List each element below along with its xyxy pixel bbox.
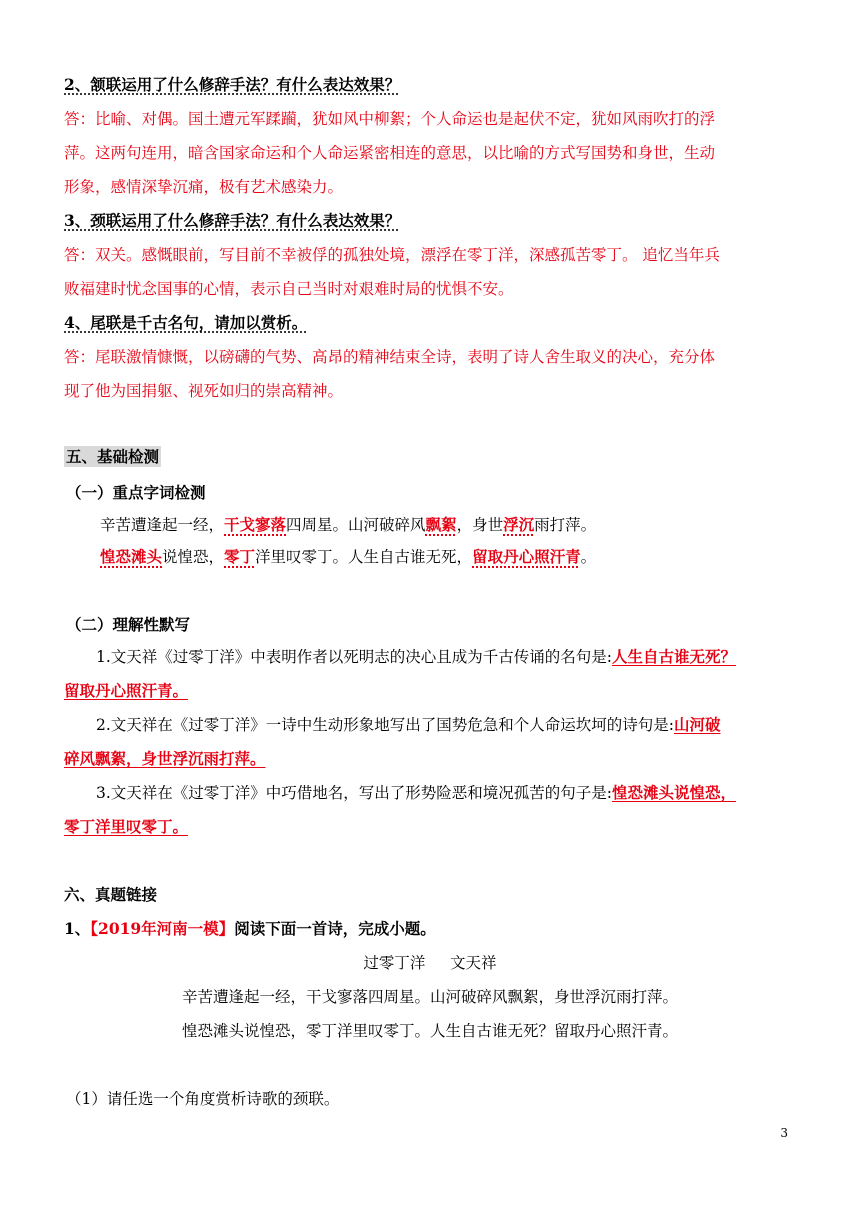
section5-sub2: （二）理解性默写 — [66, 615, 191, 634]
q4-question — [64, 312, 808, 334]
item2-answer: 山河破 — [674, 715, 721, 734]
q2-answer-line-2: 萍。这两句连用，暗含国家命运和个人命运紧密相连的意思，以比喻的方式写国势和身世，生动 — [64, 144, 716, 162]
item1-question — [96, 646, 808, 668]
keyword-highlight: 零丁 — [224, 547, 256, 566]
poem-title: 过零丁洋 文天祥 — [363, 954, 497, 972]
keyword-poem-line-1 — [100, 514, 808, 536]
item3-answer-cont — [64, 816, 808, 838]
item2-answer-part2: 碎风飘絮，身世浮沉雨打萍。 — [64, 749, 266, 768]
text-segment: 雨打萍。 — [534, 516, 597, 534]
q2-answer-line-1: 答：比喻、对偶。国土遭元军蹂躏，犹如风中柳絮；个人命运也是起伏不定，犹如风雨吹打的浮 — [64, 110, 716, 128]
poem-line-2: 惶恐滩头说惶恐，零丁洋里叹零丁。人生自古谁无死？留取丹心照汗青。 — [181, 1022, 678, 1040]
q2-question — [64, 74, 808, 96]
item3-text: 3.文天祥在《过零丁洋》中巧借地名，写出了形势险恶和境况孤苦的句子是: — [96, 784, 613, 802]
keyword-highlight: 飘絮 — [425, 515, 457, 534]
page-number: 3 — [780, 1126, 788, 1140]
item3-answer-part2: 零丁洋里叹零丁。 — [64, 817, 189, 836]
section6-q1 — [64, 918, 808, 940]
keyword-highlight: 留取丹心照汗青 — [472, 547, 581, 566]
item1-answer: 人生自古谁无死？ — [612, 647, 737, 666]
keyword-poem-line-2 — [100, 546, 808, 568]
text-segment: 。 — [580, 548, 597, 566]
item3-answer: 惶恐滩头说惶恐， — [612, 783, 737, 802]
section5-title-text: 五、基础检测 — [66, 447, 160, 466]
keyword-highlight: 惶恐滩头 — [100, 547, 163, 566]
q4-answer-line-1: 答：尾联激情慷慨，以磅礴的气势、高昂的精神结束全诗，表明了诗人舍生取义的决心，充分体 — [64, 348, 716, 366]
q4-answer-line-2: 现了他为国捐躯、视死如归的崇高精神。 — [64, 382, 344, 400]
q1-text: 阅读下面一首诗，完成小题。 — [234, 919, 436, 938]
text-segment: 说惶恐， — [162, 548, 225, 566]
text-segment: 辛苦遭逢起一经， — [100, 516, 225, 534]
section6-title: 六、真题链接 — [64, 885, 158, 904]
section6-sub-question-1: （1）请任选一个角度赏析诗歌的颈联。 — [66, 1090, 340, 1108]
item2-answer-cont — [64, 748, 808, 770]
q3-question — [64, 210, 808, 232]
q2-answer-line-3: 形象，感情深挚沉痛，极有艺术感染力。 — [64, 178, 344, 196]
item2-text: 2.文天祥在《过零丁洋》一诗中生动形象地写出了国势危急和个人命运坎坷的诗句是: — [96, 716, 675, 734]
q4-question-text: 4、尾联是千古名句，请加以赏析。 — [64, 313, 308, 332]
section5-title — [64, 446, 808, 468]
q1-prefix: 1、 — [64, 919, 91, 938]
text-segment: 四周星。山河破碎风 — [286, 516, 426, 534]
q2-question-text: 2、颔联运用了什么修辞手法？有什么表达效果？ — [64, 75, 401, 94]
text-segment: 洋里叹零丁。人生自古谁无死， — [255, 548, 473, 566]
q3-answer-line-1: 答：双关。感慨眼前，写目前不幸被俘的孤独处境，漂浮在零丁洋，深感孤苦零丁。 追忆当年兵 — [64, 246, 720, 264]
q3-question-text: 3、颈联运用了什么修辞手法？有什么表达效果？ — [64, 211, 401, 230]
item1-text: 1.文天祥《过零丁洋》中表明作者以死明志的决心且成为千古传诵的名句是: — [96, 648, 613, 666]
item1-answer-part2: 留取丹心照汗青。 — [64, 681, 189, 700]
keyword-highlight: 浮沉 — [503, 515, 535, 534]
section5-sub1: （一）重点字词检测 — [66, 483, 206, 502]
item2-question — [96, 714, 808, 736]
poem-line-1: 辛苦遭逢起一经，干戈寥落四周星。山河破碎风飘絮，身世浮沉雨打萍。 — [181, 988, 678, 1006]
item1-answer-cont — [64, 680, 808, 702]
q1-source: 【2019年河南一模】 — [90, 919, 235, 938]
keyword-highlight: 干戈寥落 — [224, 515, 287, 534]
text-segment: ，身世 — [456, 516, 504, 534]
q3-answer-line-2: 败福建时忧念国事的心情，表示自己当时对艰难时局的忧惧不安。 — [64, 280, 514, 298]
item3-question — [96, 782, 808, 804]
